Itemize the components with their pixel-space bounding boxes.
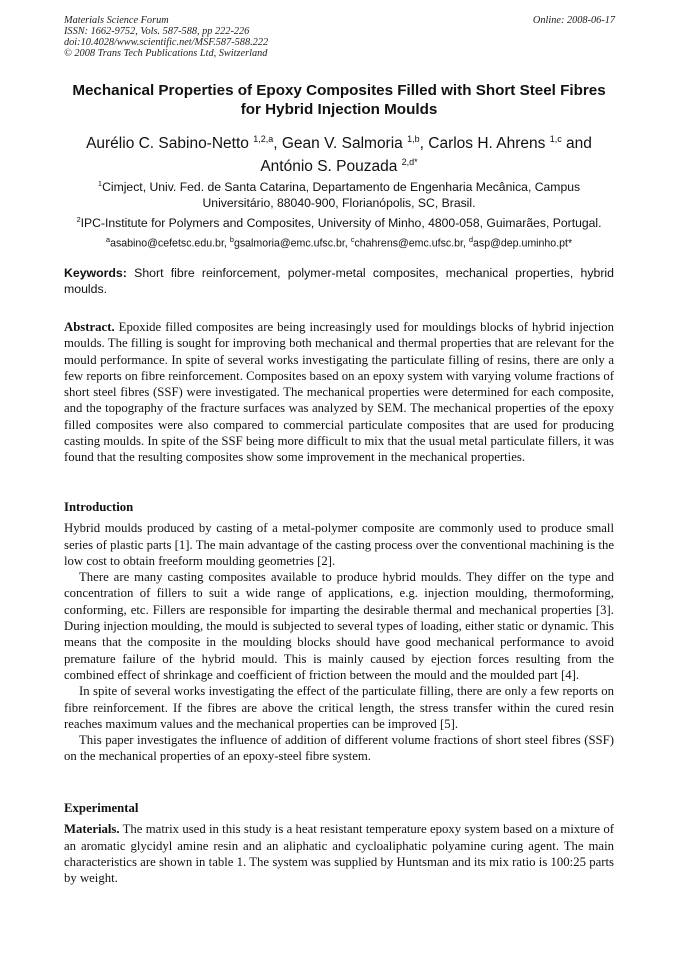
affiliation-text: IPC-Institute for Polymers and Composites, University of Minho, 4800-058, Guimarães, Portugal. — [80, 216, 602, 231]
author: António S. Pouzada — [260, 158, 398, 176]
email: asp@dep.uminho.pt* — [473, 237, 573, 250]
email: gsalmoria@emc.ufsc.br, — [233, 237, 351, 250]
introduction-heading: Introduction — [64, 500, 134, 514]
affiliation-sup: 2 — [76, 215, 81, 224]
doi: doi:10.4028/www.scientific.net/MSF.587-588.222 — [64, 37, 269, 48]
author: Carlos H. Ahrens — [428, 135, 546, 153]
email-list — [64, 232, 614, 252]
email-sup: c — [350, 235, 355, 244]
email-sup: b — [229, 235, 234, 244]
affiliation-1 — [64, 176, 614, 211]
keywords-label: Keywords: — [64, 266, 127, 280]
affiliation-2 — [64, 212, 614, 231]
paragraph: There are many casting composites available to produce hybrid moulds. They differ on the type and concentration of fillers to suit a wide range of applications, e.g. injection moulding, thermoforming, conforming, etc. Fillers are responsible for imparting the desirable thermal and mechanical properties [3]. During injection moulding, the mould is subjected to several types of loading, either static or dynamic. This means that the composite in the moulding blocks should have good mechanical performance to avoid premature failure of the hybrid mould. This is mainly caused by ejection forces resulting from the combined effect of shrinkage and coefficient of friction between the mould and the moulded part [4]. — [64, 570, 614, 682]
abstract-text: Epoxide filled composites are being increasingly used for mouldings blocks of hybrid injection moulds. The filling is sought for improving both mechanical and thermal properties that are relevant for the mould performance. In spite of several works investigating the particulate filling of resins, there are only a few reports on fibre reinforcement. Composites based on an epoxy system with varying volume fractions of short steel fibres (SSF) were investigated. The mechanical properties were determined for each composite, and the topography of the fracture surfaces was analyzed by SEM. The mechanical properties of the epoxy filled composites were also compared to commercial particulate composites that are used for producing casting moulds. In spite of the SSF being more difficult to mix that the usual metal particulate fillers, it was found that the resulting composites show some improvement in the mechanical properties. — [64, 320, 614, 465]
online-date: Online: 2008-06-17 — [532, 15, 615, 26]
paper-title: Mechanical Properties of Epoxy Composites Filled with Short Steel Fibres for Hybrid Injection Moulds — [72, 82, 606, 118]
separator: and — [561, 135, 592, 153]
separator: , — [273, 135, 282, 153]
author-list — [64, 130, 614, 176]
materials-label: Materials. — [64, 822, 120, 837]
author-sup: 1,b — [407, 134, 420, 144]
keywords — [64, 266, 614, 297]
author-sup: 1,2,a — [253, 134, 274, 144]
email: asabino@cefetsc.edu.br, — [110, 237, 230, 250]
email-sup: a — [105, 235, 111, 244]
copyright: © 2008 Trans Tech Publications Ltd, Switzerland — [64, 48, 268, 59]
paragraph: In spite of several works investigating the effect of the particulate filling, there are only a few reports on fibre reinforcement. If the fibres are above the critical length, the stress transfer within the cured resin reaches maximum values and the mechanical properties can be improved [5]. — [64, 684, 614, 731]
materials-text: The matrix used in this study is a heat resistant temperature epoxy system based on a mixture of an aromatic glycidyl amine resin and an aliphatic and cycloaliphatic polyamine curing agent. The main characteristics are shown in table 1. The system was supplied by Huntsman and its mix ratio is 100:25 parts by weight. — [64, 822, 614, 886]
abstract-label: Abstract. — [64, 320, 115, 334]
separator: , — [419, 135, 429, 153]
affiliation-text: Cimject, Univ. Fed. de Santa Catarina, Departamento de Engenharia Mecânica, Campus Universitário, 88040-900, Florianópolis, SC, Brasil. — [102, 180, 581, 211]
keywords-text: Short fibre reinforcement, polymer-metal composites, mechanical properties, hybrid moulds. — [64, 266, 614, 296]
journal-name: Materials Science Forum — [64, 15, 169, 26]
paragraph: This paper investigates the influence of addition of different volume fractions of short steel fibres (SSF) on the mechanical properties of an epoxy-steel fibre system. — [64, 733, 614, 764]
author-sup: 1,c — [549, 134, 562, 144]
paragraph: Hybrid moulds produced by casting of a metal-polymer composite are commonly used to produce small series of plastic parts [1]. The main advantage of the casting process over the conventional machining is the low cost to obtain freeform moulding geometries [2]. — [64, 521, 614, 568]
author-sup: 2,d* — [401, 157, 418, 168]
email: chahrens@emc.ufsc.br, — [354, 237, 469, 250]
author: Aurélio C. Sabino-Netto — [86, 135, 249, 153]
introduction-section — [64, 499, 614, 765]
affiliation-sup: 1 — [97, 179, 103, 188]
experimental-heading: Experimental — [64, 801, 139, 815]
abstract — [64, 319, 614, 466]
journal-header — [64, 15, 268, 59]
experimental-section — [64, 800, 614, 886]
issn: ISSN: 1662-9752, Vols. 587-588, pp 222-226 — [64, 26, 250, 37]
email-sup: d — [468, 235, 473, 244]
author: Gean V. Salmoria — [281, 135, 403, 153]
